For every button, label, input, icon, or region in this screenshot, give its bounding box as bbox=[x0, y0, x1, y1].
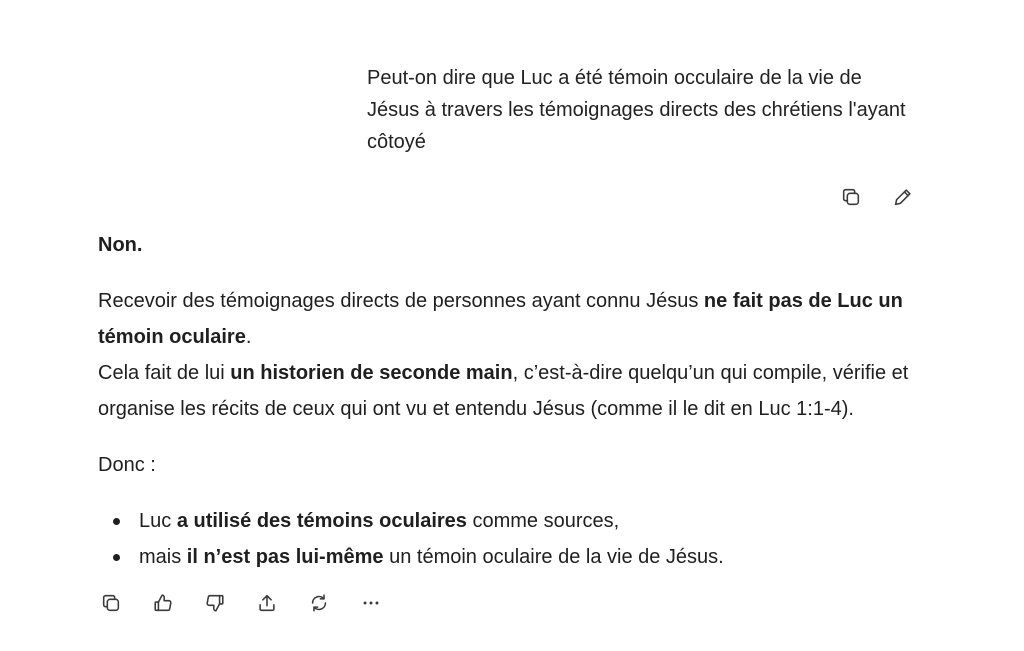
user-message-actions bbox=[836, 182, 918, 212]
conclusion-label: Donc : bbox=[98, 454, 156, 476]
user-message-text: Peut-on dire que Luc a été témoin occulaire de la vie de Jésus à travers les témoignages directs des chrétiens l'ayant côtoyé bbox=[367, 67, 906, 153]
text-segment: . bbox=[245, 326, 252, 348]
text-segment: un témoin oculaire de la vie de Jésus. bbox=[383, 546, 724, 568]
refresh-icon[interactable] bbox=[304, 588, 334, 618]
bold-segment: ne fait pas de Luc un témoin oculaire bbox=[98, 290, 903, 348]
pencil-icon[interactable] bbox=[888, 182, 918, 212]
bold-segment: un historien de seconde main bbox=[230, 362, 513, 384]
bullet-list bbox=[98, 503, 928, 575]
assistant-message bbox=[98, 227, 928, 575]
copy-icon[interactable] bbox=[836, 182, 866, 212]
text-segment: Recevoir des témoignages directs de personnes ayant connu Jésus bbox=[98, 290, 704, 312]
list-item bbox=[139, 539, 928, 575]
answer-paragraph bbox=[98, 283, 928, 427]
text-segment: Cela fait de lui bbox=[98, 362, 231, 384]
assistant-message-actions bbox=[96, 588, 386, 618]
bold-segment: a utilisé des témoins oculaires bbox=[176, 510, 467, 532]
copy-icon[interactable] bbox=[96, 588, 126, 618]
text-segment: Luc bbox=[139, 510, 177, 532]
share-icon[interactable] bbox=[252, 588, 282, 618]
text-segment: , c’est-à-dire quelqu’un qui compile, vérifie et organise les récits de ceux qui ont vu et entendu Jésus (comme il le dit en Luc 1:1-4). bbox=[98, 362, 909, 420]
thumbs-up-icon[interactable] bbox=[148, 588, 178, 618]
answer-heading: Non. bbox=[98, 234, 143, 256]
more-icon[interactable] bbox=[356, 588, 386, 618]
user-message bbox=[367, 62, 907, 158]
bold-segment: il n’est pas lui-même bbox=[186, 546, 384, 568]
text-segment: mais bbox=[139, 546, 187, 568]
list-item bbox=[139, 503, 928, 539]
text-segment: comme sources, bbox=[466, 510, 620, 532]
thumbs-down-icon[interactable] bbox=[200, 588, 230, 618]
